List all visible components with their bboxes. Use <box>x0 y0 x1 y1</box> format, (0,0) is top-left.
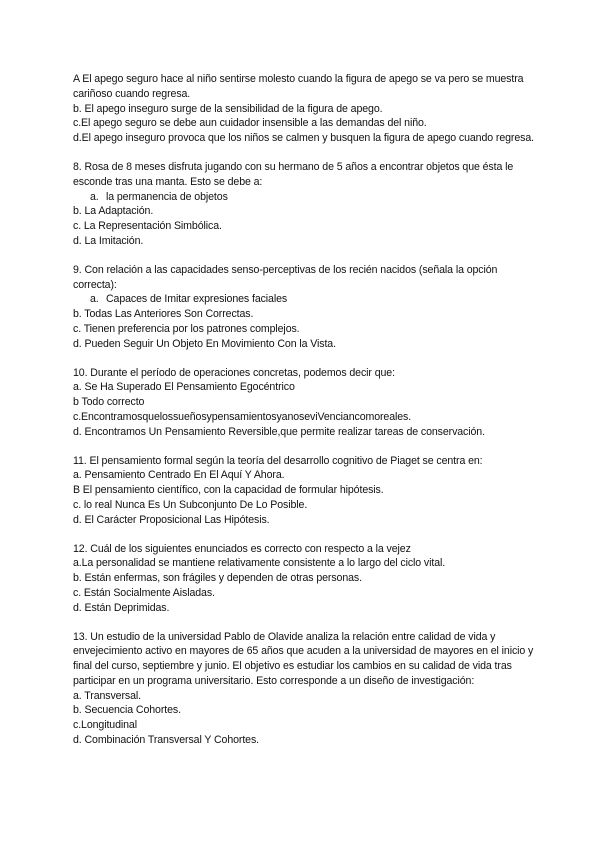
q11-option-d: d. El Carácter Proposicional Las Hipótesis. <box>73 513 270 526</box>
q8-option-a-marker: a. <box>90 190 99 203</box>
question-13-block <box>73 630 543 748</box>
q7-option-b: b. El apego inseguro surge de la sensibilidad de la figura de apego. <box>73 102 383 115</box>
page-content <box>73 72 543 762</box>
q9-question: 9. Con relación a las capacidades senso-perceptivas de los recién nacidos (señala la opción correcta): <box>73 263 498 291</box>
q9-option-c: c. Tienen preferencia por los patrones complejos. <box>73 322 300 335</box>
q13-option-d: d. Combinación Transversal Y Cohortes. <box>73 734 260 747</box>
q11-option-a: a. Pensamiento Centrado En El Aquí Y Ahora. <box>73 469 285 482</box>
question-9-block <box>73 263 543 352</box>
q12-option-b: b. Están enfermas, son frágiles y dependen de otras personas. <box>73 572 362 585</box>
q13-question: 13. Un estudio de la universidad Pablo de Olavide analiza la relación entre calidad de vida y envejecimiento activo en mayores de 65 años que acuden a la universidad de mayores en el inicio y final del curso, septiembre y junio. El objetivo es estudiar los cambios en su calidad de vida tras participar en un programa universitario. Esto corresponde a un diseño de investigación: <box>73 630 534 687</box>
q10-question: 10. Durante el período de operaciones concretas, podemos decir que: <box>73 366 395 379</box>
q13-option-c: c.Longitudinal <box>73 719 137 732</box>
q8-option-b: b. La Adaptación. <box>73 205 154 218</box>
q13-option-a: a. Transversal. <box>73 689 141 702</box>
q9-option-a-text: Capaces de Imitar expresiones faciales <box>106 293 288 306</box>
q10-option-d: d. Encontramos Un Pensamiento Reversible,que permite realizar tareas de conservación. <box>73 425 485 438</box>
q12-option-c: c. Están Socialmente Aisladas. <box>73 586 215 599</box>
q11-question: 11. El pensamiento formal según la teoría del desarrollo cognitivo de Piaget se centra en: <box>73 454 483 467</box>
q8-option-a <box>73 190 543 205</box>
q9-option-a <box>73 292 543 307</box>
q8-option-a-text: la permanencia de objetos <box>106 190 228 203</box>
q8-question: 8. Rosa de 8 meses disfruta jugando con su hermano de 5 años a encontrar objetos que ésta le esconde tras una manta. Esto se debe a: <box>73 160 514 188</box>
q13-option-b: b. Secuencia Cohortes. <box>73 704 181 717</box>
question-10-block <box>73 366 543 440</box>
q12-question: 12. Cuál de los siguientes enunciados es correcto con respecto a la vejez <box>73 542 411 555</box>
question-7-block <box>73 72 543 146</box>
q11-option-b: B El pensamiento científico, con la capacidad de formular hipótesis. <box>73 484 384 497</box>
question-12-block <box>73 542 543 616</box>
q10-option-a: a. Se Ha Superado El Pensamiento Egocéntrico <box>73 381 295 394</box>
question-8-block <box>73 160 543 249</box>
q7-option-d: d.El apego inseguro provoca que los niños se calmen y busquen la figura de apego cuando regresa. <box>73 132 534 145</box>
q10-option-b: b Todo correcto <box>73 396 145 409</box>
q12-option-a: a.La personalidad se mantiene relativamente consistente a lo largo del ciclo vital. <box>73 557 446 570</box>
q7-option-c: c.El apego seguro se debe aun cuidador insensible a las demandas del niño. <box>73 117 427 130</box>
q7-option-a: A El apego seguro hace al niño sentirse molesto cuando la figura de apego se va pero se muestra cariñoso cuando regresa. <box>73 73 524 100</box>
q9-option-b: b. Todas Las Anteriores Son Correctas. <box>73 308 254 321</box>
q12-option-d: d. Están Deprimidas. <box>73 601 170 614</box>
q9-option-d: d. Pueden Seguir Un Objeto En Movimiento Con la Vista. <box>73 337 336 350</box>
q8-option-c: c. La Representación Simbólica. <box>73 220 222 233</box>
q9-option-a-marker: a. <box>90 293 99 306</box>
q11-option-c: c. lo real Nunca Es Un Subconjunto De Lo Posible. <box>73 498 308 511</box>
q10-option-c: c.EncontramosquelossueñosypensamientosyanoseviVenciancomoreales. <box>73 410 412 423</box>
q8-option-d: d. La Imitación. <box>73 234 144 247</box>
question-11-block <box>73 454 543 528</box>
